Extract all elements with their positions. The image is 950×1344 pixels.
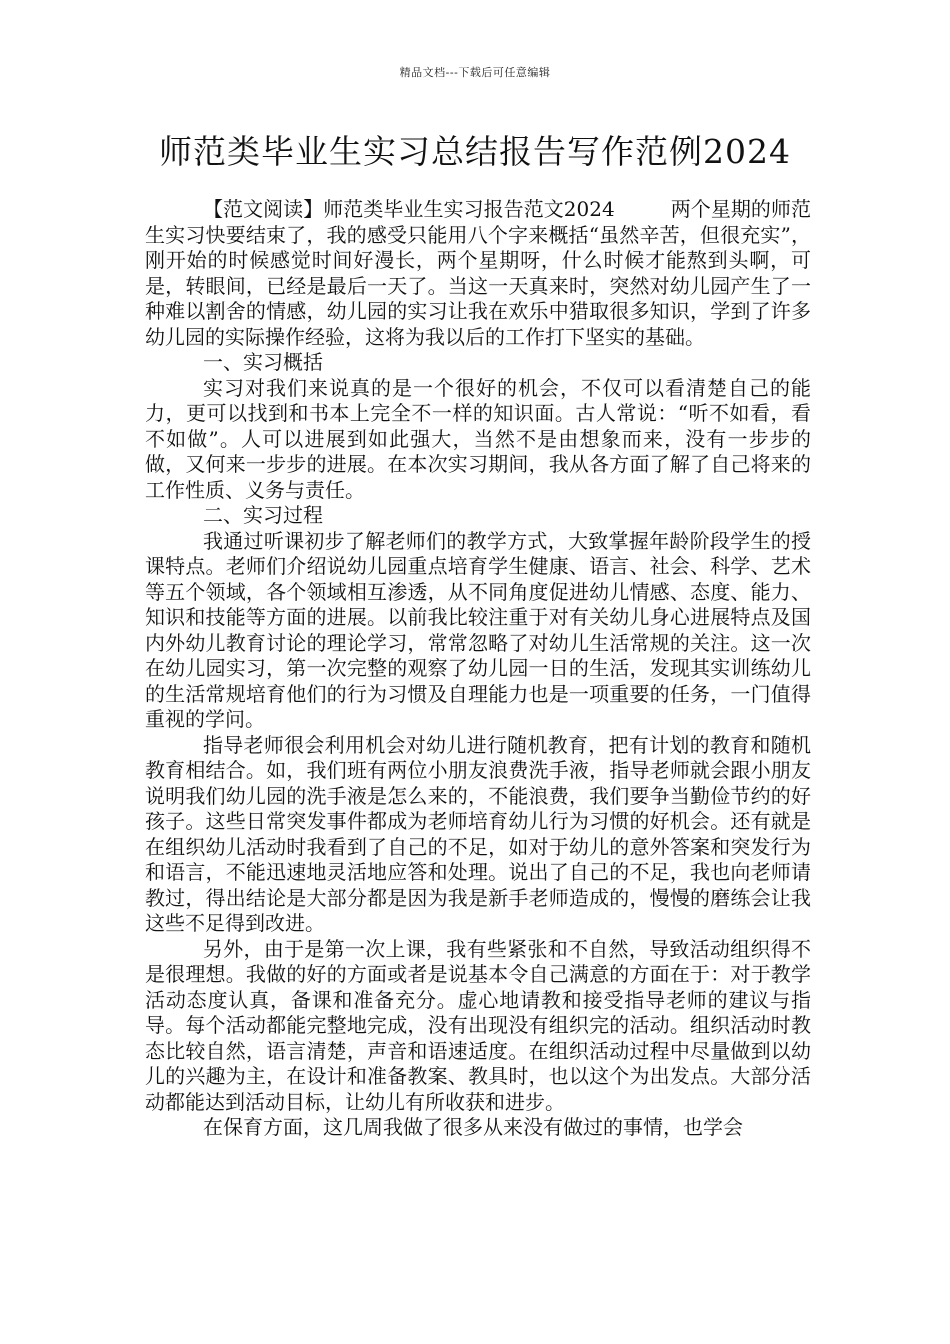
section-1-paragraph-1: 实习对我们来说真的是一个很好的机会，不仅可以看清楚自己的能力，更可以找到和书本上完全不一样的知识面。古人常说：“听不如看，看不如做”。人可以进展到如此强大，当然不是由想象而来，没有一步步的做，又何来一步步的进展。在本次实习期间，我从各方面了解了自己将来的工作性质、义务与责任。 bbox=[145, 375, 811, 502]
intro-text: 两个星期的师范生实习快要结束了，我的感受只能用八个字来概括“虽然辛苦，但很充实”，刚开始的时候感觉时间好漫长，两个星期呀，什么时候才能熬到头啊，可是，转眼间，已经是最后一天了。当这一天真来时，突然对幼儿园产生了一种难以割舍的情感，幼儿园的实习让我在欢乐中猎取很多知识，学到了许多幼儿园的实际操作经验，这将为我以后的工作打下坚实的基础。 bbox=[145, 197, 811, 349]
header-note: 精品文档---下载后可任意编辑 bbox=[399, 66, 551, 79]
intro-paragraph bbox=[145, 197, 811, 350]
section-heading-2: 二、实习过程 bbox=[203, 503, 323, 527]
section-heading-1: 一、实习概括 bbox=[203, 350, 323, 374]
section-2-paragraph-1: 我通过听课初步了解老师们的教学方式，大致掌握年龄阶段学生的授课特点。老师们介绍说幼儿园重点培育学生健康、语言、社会、科学、艺术等五个领域，各个领域相互渗透，从不同角度促进幼儿情感、态度、能力、知识和技能等方面的进展。以前我比较注重于对有关幼儿身心进展特点及国内外幼儿教育讨论的理论学习，常常忽略了对幼儿生活常规的关注。这一次在幼儿园实习，第一次完整的观察了幼儿园一日的生活，发现其实训练幼儿的生活常规培育他们的行为习惯及自理能力也是一项重要的任务，一门值得重视的学问。 bbox=[145, 528, 811, 731]
intro-lead: 【范文阅读】师范类毕业生实习报告范文2024 bbox=[203, 197, 615, 221]
section-2-paragraph-4: 在保育方面，这几周我做了很多从来没有做过的事情，也学会 bbox=[203, 1115, 743, 1139]
document-body bbox=[145, 197, 811, 1141]
document-title: 师范类毕业生实习总结报告写作范例2024 bbox=[159, 132, 791, 171]
section-2-paragraph-3: 另外，由于是第一次上课，我有些紧张和不自然，导致活动组织得不是很理想。我做的好的方面或者是说基本令自己满意的方面在于：对于教学活动态度认真，备课和准备充分。虚心地请教和接受指导老师的建议与指导。每个活动都能完整地完成，没有出现没有组织完的活动。组织活动时教态比较自然，语言清楚，声音和语速适度。在组织活动过程中尽量做到以幼儿的兴趣为主，在设计和准备教案、教具时，也以这个为出发点。大部分活动都能达到活动目标，让幼儿有所收获和进步。 bbox=[145, 936, 811, 1114]
section-2-paragraph-2: 指导老师很会利用机会对幼儿进行随机教育，把有计划的教育和随机教育相结合。如，我们班有两位小朋友浪费洗手液，指导老师就会跟小朋友说明我们幼儿园的洗手液是怎么来的，不能浪费，我们要争当勤俭节约的好孩子。这些日常突发事件都成为老师培育幼儿行为习惯的好机会。还有就是在组织幼儿活动时我看到了自己的不足，如对于幼儿的意外答案和突发行为和语言，不能迅速地灵活地应答和处理。说出了自己的不足，我也向老师请教过，得出结论是大部分都是因为我是新手老师造成的，慢慢的磨练会让我这些不足得到改进。 bbox=[145, 732, 811, 935]
